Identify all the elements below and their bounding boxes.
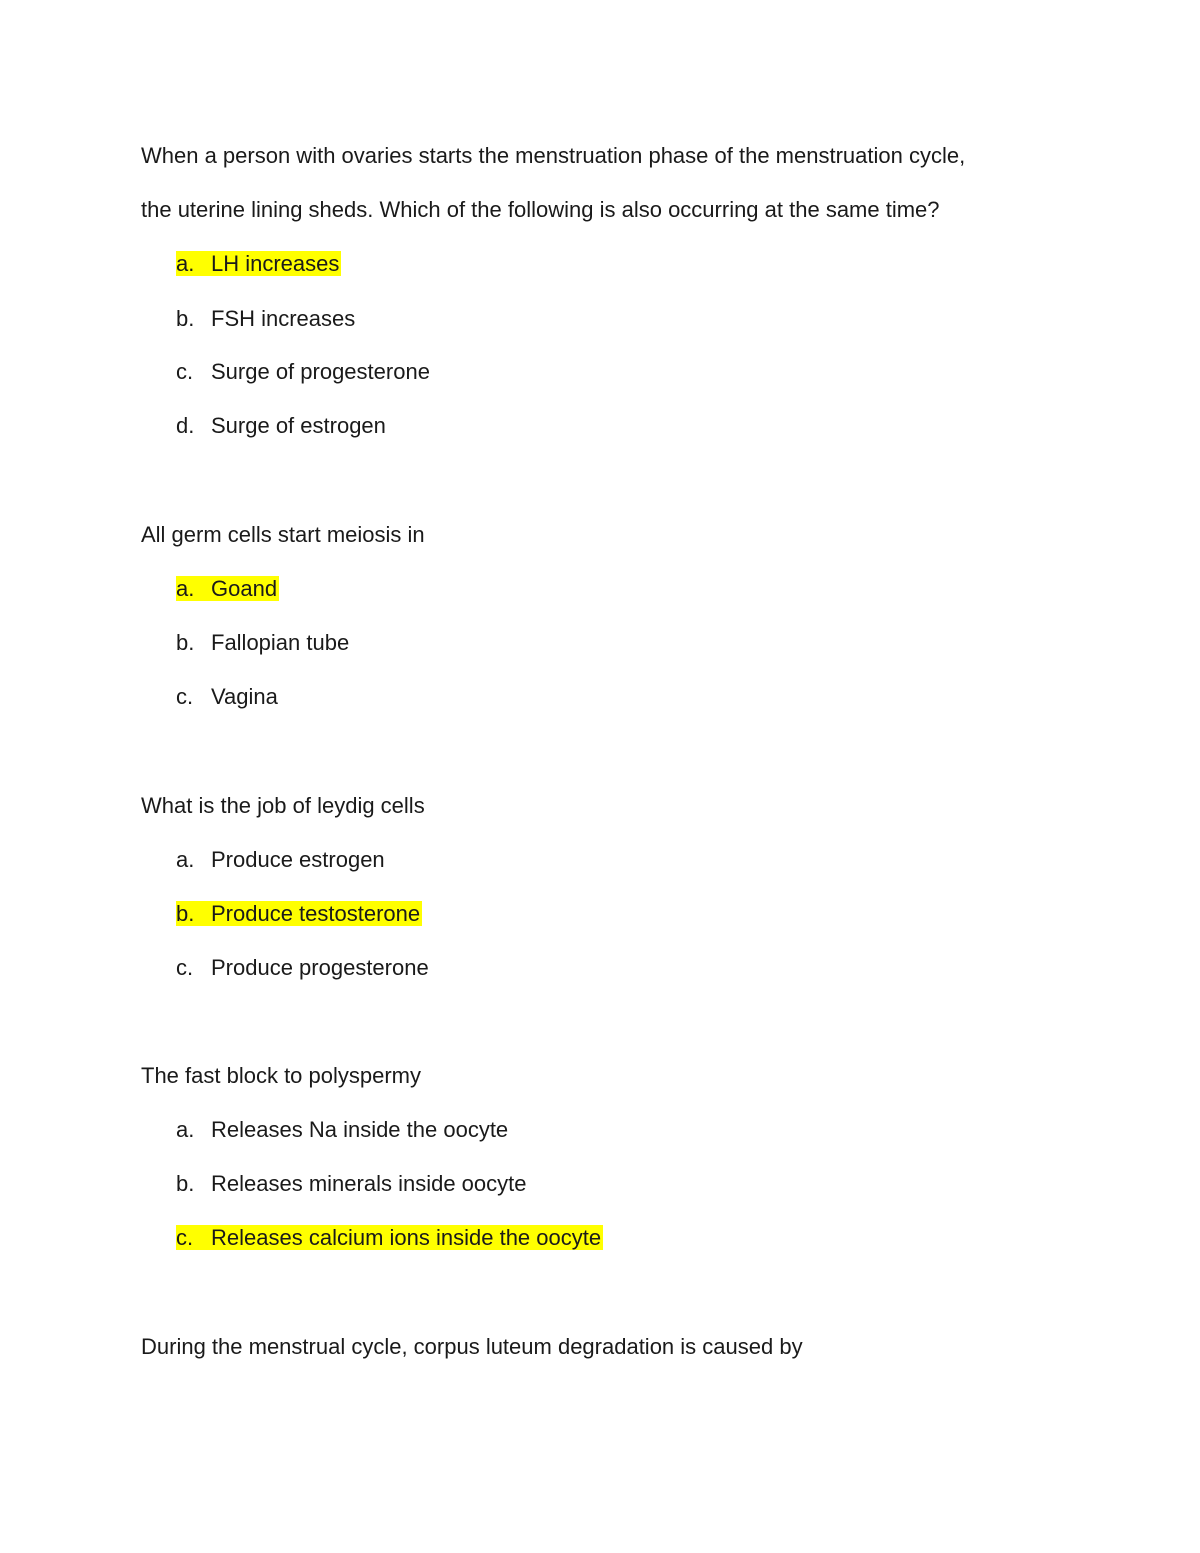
option-text: Produce progesterone <box>211 955 429 980</box>
option-letter: b. <box>176 630 195 655</box>
question-1-option-a <box>176 250 341 278</box>
option-letter: a. <box>176 576 195 601</box>
option-letter: a. <box>176 1117 195 1142</box>
question-2-option-a <box>176 575 279 603</box>
option-text: FSH increases <box>211 306 356 331</box>
question-4-option-c <box>176 1224 603 1252</box>
question-2-option-b <box>176 629 349 657</box>
answer-highlight <box>176 901 422 926</box>
question-3-option-a <box>176 846 385 874</box>
option-letter: a. <box>176 251 195 276</box>
question-3-option-b <box>176 900 422 928</box>
question-1-line-1: When a person with ovaries starts the menstruation phase of the menstruation cycle, <box>141 143 966 168</box>
question-4-option-b <box>176 1170 527 1198</box>
option-text: Surge of estrogen <box>211 413 386 438</box>
option-letter: c. <box>176 1225 194 1250</box>
question-3-line-1: What is the job of leydig cells <box>141 793 425 818</box>
option-text: Surge of progesterone <box>211 359 430 384</box>
question-4-option-a <box>176 1116 508 1144</box>
question-2-line-1: All germ cells start meiosis in <box>141 522 425 547</box>
option-letter: b. <box>176 901 195 926</box>
option-text: Produce estrogen <box>211 847 385 872</box>
question-1-option-d <box>176 412 386 440</box>
option-text: Fallopian tube <box>211 630 350 655</box>
option-text: Produce testosterone <box>211 901 421 926</box>
option-letter: b. <box>176 1171 195 1196</box>
option-letter: a. <box>176 847 195 872</box>
answer-highlight <box>176 1225 603 1250</box>
question-2-option-c <box>176 683 278 711</box>
option-letter: c. <box>176 955 194 980</box>
question-5-line-1: During the menstrual cycle, corpus luteum degradation is caused by <box>141 1334 803 1359</box>
answer-highlight <box>176 576 279 601</box>
question-1-option-b <box>176 305 355 333</box>
option-letter: c. <box>176 359 194 384</box>
option-text: Releases minerals inside oocyte <box>211 1171 527 1196</box>
question-3-option-c <box>176 954 429 982</box>
option-text: Goand <box>211 576 278 601</box>
option-text: LH increases <box>211 251 340 276</box>
option-letter: b. <box>176 306 195 331</box>
option-text: Releases calcium ions inside the oocyte <box>211 1225 602 1250</box>
option-letter: c. <box>176 684 194 709</box>
answer-highlight <box>176 251 341 276</box>
option-text: Releases Na inside the oocyte <box>211 1117 509 1142</box>
question-4-line-1: The fast block to polyspermy <box>141 1063 422 1088</box>
option-text: Vagina <box>211 684 278 709</box>
question-1-option-c <box>176 358 430 386</box>
question-1-line-2: the uterine lining sheds. Which of the following is also occurring at the same time? <box>141 197 940 222</box>
option-letter: d. <box>176 413 195 438</box>
